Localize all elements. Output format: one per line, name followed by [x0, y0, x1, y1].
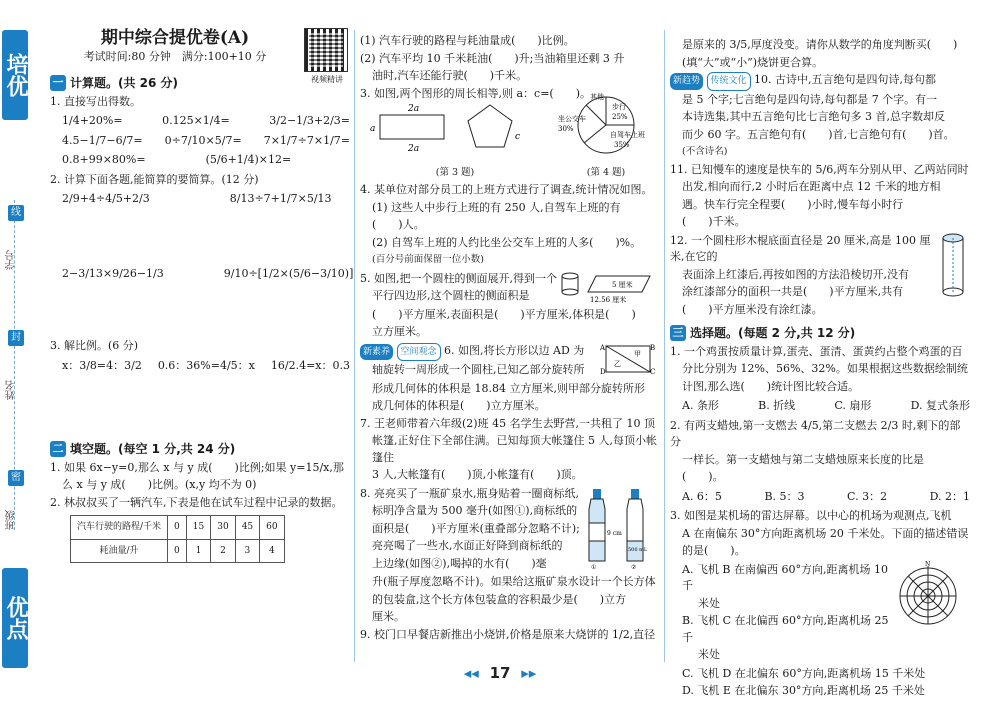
- binding-strip: [0, 0, 34, 696]
- culture-badge: 传统文化: [707, 72, 751, 91]
- fill-q10: 10. 古诗中,五言绝句是四句诗,每句都: [754, 73, 937, 86]
- svg-text:5 厘米: 5 厘米: [612, 280, 633, 289]
- choice-q1-l2: 分比分别为 12%、56%、32%。如果根据这些数据绘制统: [682, 362, 968, 375]
- fill-q11-l4: ( )千米。: [682, 215, 746, 228]
- calc-q2-row1: [50, 191, 350, 208]
- expr: 7×1/7÷7×1/7=: [263, 133, 350, 147]
- svg-text:2a: 2a: [408, 144, 420, 154]
- choice-q3-l3: 的是( )。: [682, 544, 746, 557]
- fuel-table: [70, 515, 285, 563]
- seal-mark-3: 密: [8, 470, 24, 486]
- fill-q12-block: [670, 232, 970, 320]
- choice-q2-options: [670, 489, 970, 506]
- svg-text:步行: 步行: [612, 103, 626, 111]
- choice-q1-l3: 计图,那么选( )统计图比较合适。: [682, 379, 860, 393]
- expr: 3/2−1/3+2/3=: [269, 114, 350, 127]
- svg-text:12.56 厘米: 12.56 厘米: [590, 295, 627, 304]
- fill-q8-l2: 标明净含量为 500 毫升(如图①),商标纸的: [372, 504, 578, 517]
- expr: 0.8+99×80%=: [62, 153, 146, 166]
- fig-3: [360, 97, 550, 181]
- fill-q10-note: (不含诗名): [682, 146, 728, 157]
- fill-q10-l3: 本诗选集,其中五言绝句比七言绝句多 3 首,总字数却反: [682, 110, 945, 123]
- svg-text:自驾车上班: 自驾车上班: [610, 131, 645, 139]
- table-cell: 4: [260, 539, 284, 563]
- section-2-header: [50, 441, 350, 458]
- new-trend-badge: 新趋势: [670, 73, 703, 90]
- expr: (5/6+1/4)×12=: [205, 153, 292, 166]
- fill-q4-1-cont: ( )人。: [372, 218, 425, 231]
- next-page-icon[interactable]: ▸▸: [521, 664, 537, 682]
- option-b[interactable]: B. 5：3: [764, 489, 805, 503]
- fill-q5-cont: 平行四边形,这个圆柱的侧面积是: [372, 289, 530, 302]
- fill-q4-note: (百分号前面保留一位小数): [372, 254, 484, 265]
- option-b[interactable]: B. 折线: [758, 399, 796, 412]
- water-bottle-figure: [585, 485, 657, 569]
- svg-text:B: B: [650, 343, 656, 352]
- column-divider-1: [354, 30, 355, 662]
- option-d[interactable]: D. 复式条形: [910, 399, 970, 412]
- section-1-number: 一: [50, 75, 66, 91]
- fill-q5-cont2: ( )平方厘米,表面积是( )平方厘米,体积是( ): [372, 307, 636, 321]
- fill-q12-l2: 表面涂上红漆后,再按如图的方法沿棱切开,没有: [682, 267, 909, 281]
- fill-q9-cont: 是原来的 3/5,厚度没变。请你从数学的角度判断买( ): [682, 38, 958, 51]
- fill-q5-cont3: 立方厘米。: [372, 325, 427, 338]
- fill-q7: 7. 王老师带着六年级(2)班 45 名学生去野营,一共租了 10 顶: [360, 416, 656, 430]
- student-number-label: 学号: [6, 250, 17, 270]
- fill-q9: 9. 校门口早餐店新推出小烧饼,价格是原来大烧饼的 1/2,直径: [360, 627, 656, 641]
- expr: 4.5−1/7−6/7=: [62, 133, 143, 147]
- fill-q6-cont2: 形成几何体的体积是 18.84 立方厘米,则甲部分旋转所形: [372, 381, 645, 395]
- section-1-title: 计算题。(共 26 分): [70, 76, 179, 90]
- fill-q1-cont: 么 x 与 y 成( )比例。(x,y 均不为 0): [62, 478, 257, 491]
- qr-code-icon[interactable]: [304, 28, 348, 72]
- fill-q6-cont: 轴旋转一周形成一个圆柱,已知乙部分旋转所: [372, 363, 585, 376]
- qr-caption: 视频精讲: [311, 75, 343, 84]
- column-1: [50, 28, 354, 563]
- table-cell: 1: [186, 539, 210, 563]
- column-2: [360, 32, 660, 644]
- fill-q4-2: (2) 自驾车上班的人约比坐公交车上班的人多( )%。: [372, 235, 642, 249]
- fill-q10-l2: 是 5 个字;七言绝句是四句诗,每句都是 7 个字。有一: [682, 92, 938, 106]
- svg-text:a: a: [370, 124, 376, 134]
- svg-text:30%: 30%: [558, 125, 574, 133]
- fill-q2-part2: (2) 汽车平均 10 千米耗油( )升;当油箱里还剩 3 升: [360, 51, 625, 65]
- seal-mark-1: 线: [8, 205, 24, 221]
- fill-q5: 5. 如图,把一个圆柱的侧面展开,得到一个: [360, 271, 557, 285]
- svg-text:D: D: [600, 367, 606, 376]
- cylinder-unfold-figure: [560, 270, 656, 304]
- exam-info: 考试时间:80 分钟 满分:100+10 分: [83, 49, 267, 63]
- table-cell: 耗油量/升: [71, 539, 168, 563]
- table-cell: 15: [186, 516, 210, 540]
- fig-4: [556, 93, 656, 181]
- expr: 16/2.4=x：0.3: [270, 358, 350, 372]
- calc-q1-row1: [50, 113, 350, 130]
- section-3-title: 选择题。(每题 2 分,共 12 分): [690, 326, 856, 340]
- spatial-badge: 空间观念: [397, 343, 441, 362]
- page-number: 17: [489, 664, 511, 682]
- rectangle-pentagon-figure: [360, 97, 550, 159]
- svg-text:N: N: [925, 560, 931, 568]
- expr: 0÷7/10×5/7=: [164, 133, 242, 147]
- calc-q3: 3. 解比例。(6 分): [50, 339, 139, 352]
- option-c[interactable]: C. 飞机 D 在北偏东 60°方向,距离机场 15 千米处: [682, 666, 926, 680]
- fill-q4: 4. 某单位对部分员工的上班方式进行了调查,统计情况如图。: [360, 183, 653, 196]
- fill-q8-l8: 厘米。: [372, 610, 405, 623]
- svg-text:坐公交车: 坐公交车: [558, 115, 586, 123]
- fill-q1: 1. 如果 6x−y=0,那么 x 与 y 成( )比例;如果 y=15/x,那: [50, 460, 344, 474]
- fill-q7-cont: 帐篷,正好住下全部住满。已知每顶大帐篷住 5 人,每顶小帐篷住: [372, 434, 657, 464]
- fig-4-caption: (第 4 题): [586, 166, 626, 178]
- calc-q2: 2. 计算下面各题,能简算的要简算。(12 分): [50, 172, 259, 186]
- page-footer: [0, 664, 1000, 682]
- svg-text:2a: 2a: [408, 104, 420, 114]
- column-divider-2: [664, 30, 665, 662]
- option-a[interactable]: A. 飞机 B 在南偏西 60°方向,距离机场 10 千: [682, 562, 888, 592]
- table-cell: 0: [168, 516, 187, 540]
- svg-text:甲: 甲: [634, 349, 641, 358]
- svg-text:A: A: [600, 343, 606, 352]
- table-row: [71, 539, 285, 563]
- section-2-number: 二: [50, 441, 66, 457]
- fill-q2: 2. 林叔叔买了一辆汽车,下表是他在试车过程中记录的数据。: [50, 495, 343, 509]
- new-literacy-badge: 新素养: [360, 344, 393, 361]
- fill-q8-block: [360, 485, 660, 574]
- fill-q11: 11. 已知慢车的速度是快车的 5/6,两车分别从甲、乙两站同时: [670, 162, 969, 176]
- fill-q5-block: [360, 270, 660, 306]
- table-row: [71, 516, 285, 540]
- calc-q3-row: [50, 358, 350, 375]
- expr: 0.6：36%=4/5：x: [157, 358, 255, 372]
- table-cell: 汽车行驶的路程/千米: [71, 516, 168, 540]
- calc-q1: 1. 直接写出得数。: [50, 94, 141, 108]
- section-2-title: 填空题。(每空 1 分,共 24 分): [70, 442, 236, 456]
- fill-q4-1: (1) 这些人中步行上班的有 250 人,自驾车上班的有: [372, 200, 621, 214]
- svg-text:9 cm: 9 cm: [607, 529, 622, 537]
- section-3-header: [670, 325, 970, 342]
- fill-q3: 3. 如图,两个图形的周长相等,则 a：c=( )。: [360, 86, 591, 100]
- fill-q6: 6. 如图,将长方形以边 AD 为: [444, 343, 585, 357]
- option-b[interactable]: B. 飞机 C 在北偏西 60°方向,距离机场 25 千: [682, 614, 889, 644]
- table-cell: 2: [211, 539, 235, 563]
- svg-text:C: C: [650, 367, 656, 376]
- radar-screen-figure: [895, 561, 961, 627]
- choice-q2-l3: ( )。: [682, 470, 724, 483]
- name-label: 姓名: [6, 380, 17, 400]
- expr: 2−3/13×9/26−1/3: [62, 266, 164, 280]
- fill-q8-l4: 亮亮喝了一些水,水面正好降到商标纸的: [372, 539, 563, 552]
- fig-3-caption: (第 3 题): [435, 166, 475, 178]
- section-3-number: 三: [670, 325, 686, 341]
- svg-text:乙: 乙: [614, 359, 621, 368]
- class-label: 班级: [6, 510, 17, 530]
- option-d[interactable]: D. 飞机 E 在北偏东 30°方向,距离机场 25 千米处: [682, 684, 925, 697]
- table-cell: 45: [235, 516, 259, 540]
- svg-text:35%: 35%: [614, 141, 630, 149]
- option-c[interactable]: C. 扇形: [834, 399, 872, 412]
- choice-q3-l2: A 在南偏东 30°方向距离机场 20 千米处。下面的描述错误: [682, 526, 969, 540]
- fill-q8-l3: 面积是( )平方厘米(重叠部分忽略不计);: [372, 521, 580, 535]
- calc-q2-row2: [50, 266, 354, 283]
- fill-q9-cont2: (填“大”或“小”)烧饼更合算。: [682, 55, 824, 69]
- table-cell: 30: [211, 516, 235, 540]
- bottom-side-label: 优点: [2, 568, 28, 668]
- fill-q2-part1: (1) 汽车行驶的路程与耗油量成( )比例。: [360, 34, 575, 47]
- svg-text:500 mL: 500 mL: [628, 546, 648, 553]
- choice-q1: 1. 一个鸡蛋按质量计算,蛋壳、蛋清、蛋黄约占整个鸡蛋的百: [670, 344, 963, 358]
- choice-q3-block: [670, 561, 970, 665]
- fill-q10-l4: 而少 60 字。五言绝句有( )首,七言绝句有( )首。: [682, 127, 955, 141]
- svg-text:①: ①: [591, 563, 597, 569]
- option-a[interactable]: A. 条形: [682, 399, 719, 412]
- expr: 1/4+20%=: [62, 114, 123, 127]
- table-cell: 0: [168, 539, 187, 563]
- top-side-label: 培优: [2, 30, 28, 120]
- svg-text:②: ②: [631, 563, 637, 569]
- fill-q2-part2-cont: 油时,汽车还能行驶( )千米。: [372, 69, 528, 82]
- column-3: [670, 36, 970, 701]
- fill-q6-cont3: 成几何体的体积是( )立方厘米。: [372, 399, 546, 412]
- page-title: 期中综合提优卷(A): [100, 28, 250, 48]
- choice-q1-options: [670, 398, 970, 415]
- fill-q11-l2: 出发,相向而行,2 小时后在距离中点 12 千米的地方相: [682, 180, 941, 193]
- fill-q6-block: [360, 342, 660, 380]
- expr: 8/13÷7+1/7×5/13: [229, 192, 332, 205]
- fill-q11-l3: 遇。快车行完全程要( )小时,慢车每小时行: [682, 197, 904, 211]
- choice-q2-l2: 一样长。第一支蜡烛与第二支蜡烛原来长度的比是: [682, 452, 924, 466]
- expr: 9/10÷[1/2×(5/6−3/10)]: [223, 266, 354, 280]
- expr: 2/9+4÷4/5+2/3: [62, 192, 150, 205]
- cut-cylinder-figure: [940, 232, 966, 298]
- option-c[interactable]: C. 3：2: [847, 489, 888, 503]
- fill-q8-l5: 上边缘(如图②),喝掉的水有( )毫: [372, 556, 547, 570]
- prev-page-icon[interactable]: ◂◂: [463, 664, 479, 682]
- calc-q1-row3: [50, 152, 350, 169]
- fill-q8-l6: 升(瓶子厚度忽略不计)。如果给这瓶矿泉水设计一个长方体: [372, 575, 656, 588]
- fill-q8-l7: 的包装盒,这个长方体包装盒的容积最少是( )立方: [372, 592, 627, 606]
- rectangle-rotation-figure: [600, 342, 656, 376]
- table-cell: 3: [235, 539, 259, 563]
- table-cell: 60: [260, 516, 284, 540]
- calc-q1-row2: [50, 133, 350, 150]
- option-a-cont: 米处: [698, 596, 720, 610]
- seal-mark-2: 封: [8, 330, 24, 346]
- fill-q12-l3: 涂红漆部分的面积一共是( )平方厘米,共有: [682, 285, 904, 298]
- fill-q8: 8. 亮亮买了一瓶矿泉水,瓶身贴着一圈商标纸,: [360, 486, 579, 500]
- pie-chart: [556, 93, 656, 159]
- svg-text:c: c: [515, 132, 521, 142]
- expr: 0.125×1/4=: [162, 114, 230, 127]
- option-d[interactable]: D. 2：1: [929, 489, 970, 503]
- svg-text:其他: 其他: [590, 93, 604, 101]
- option-a[interactable]: A. 6：5: [682, 489, 722, 503]
- choice-q3: 3. 如图是某机场的雷达屏幕。以中心的机场为观测点,飞机: [670, 509, 952, 522]
- choice-q2: 2. 有两支蜡烛,第一支燃去 4/5,第二支燃去 2/3 时,剩下的部分: [670, 418, 961, 448]
- fill-q12: 12. 一个圆柱形木棍底面直径是 20 厘米,高是 100 厘米,在它的: [670, 233, 931, 263]
- option-b-cont: 米处: [698, 648, 720, 661]
- fill-q12-l4: ( )平方厘米没有涂红漆。: [682, 302, 823, 316]
- expr: x：3/8=4：3/2: [62, 358, 142, 372]
- svg-text:25%: 25%: [612, 113, 628, 121]
- fill-q7-cont2: 3 人,大帐篷有( )顶,小帐篷有( )顶。: [372, 468, 583, 481]
